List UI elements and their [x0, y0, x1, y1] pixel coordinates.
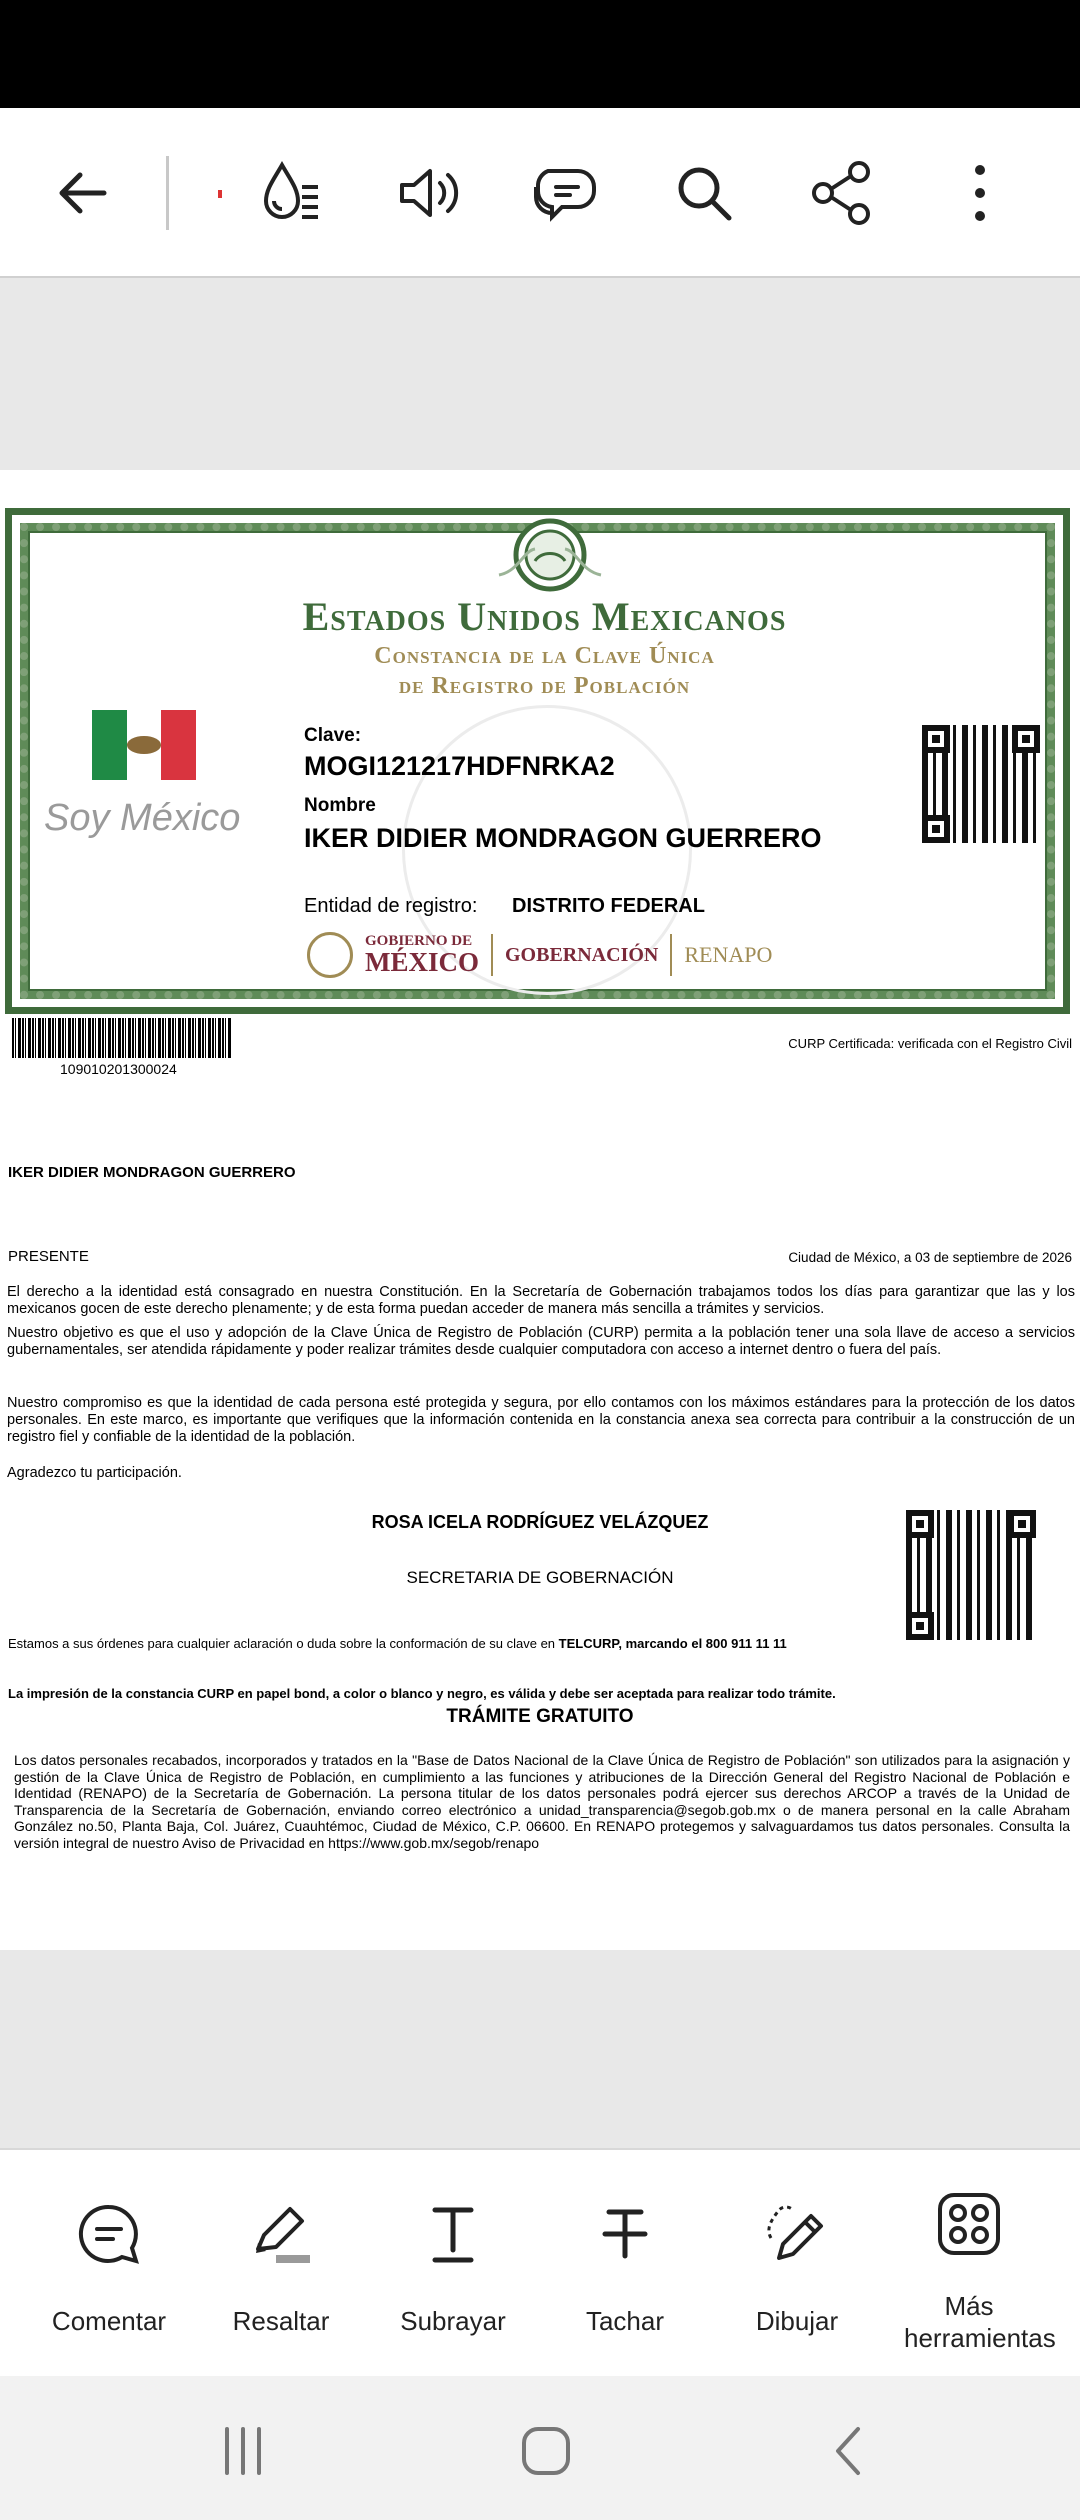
back-nav-icon[interactable] [810, 2416, 890, 2486]
certificate-subtitle-2: de Registro de Población [398, 673, 691, 699]
draw-icon [761, 2198, 833, 2270]
comment-icon [73, 2198, 145, 2270]
qr-finder [1008, 1510, 1036, 1538]
letter-paragraph-3: Nuestro compromiso es que la identidad de cada persona esté protegida y segura, por ello contamos con los máximos estándares para la protección de los datos personales. En este marco, es importante que verifiques que la información contenida en la constancia anexa sea correcta para contribuir a la construcción de un registro fiel y confiable de la identidad de la población. [7, 1395, 1075, 1445]
status-bar [0, 0, 1080, 108]
entidad-label: Entidad de registro: [304, 895, 478, 917]
letter-date: Ciudad de México, a 03 de septiembre de 2026 [788, 1250, 1072, 1265]
letter-paragraph-2: Nuestro objetivo es que el uso y adopción de la Clave Única de Registro de Población (CURP) permita a la población tener una sola llave de acceso a servicios gubernamentales, ser atendida rápidamente y poder realizar trámites desde cualquier computadora con acceso a internet dentro o fuera del país. [7, 1325, 1075, 1358]
gobierno-mexico-logo [365, 934, 479, 976]
comments-icon[interactable] [524, 153, 604, 233]
national-seal-icon [495, 515, 605, 595]
logo-divider [491, 934, 493, 976]
curp-certificate [5, 508, 1070, 1014]
more-options-icon[interactable] [940, 153, 1020, 233]
tool-label: Más herramientas [904, 2291, 1056, 2353]
back-icon[interactable] [42, 153, 122, 233]
certificate-qr-code [922, 725, 1040, 843]
logo-gob-line1: GOBIERNO DE [365, 933, 473, 949]
recent-apps-icon[interactable] [203, 2416, 283, 2486]
qr-finder [922, 725, 950, 753]
gobernacion-logo: GOBERNACIÓN [505, 944, 659, 966]
nombre-label: Nombre [304, 795, 376, 816]
certificate-title: Estados Unidos Mexicanos [302, 594, 787, 639]
renapo-logo: RENAPO [684, 942, 773, 967]
presente-text: PRESENTE [8, 1248, 89, 1265]
clave-label: Clave: [304, 725, 362, 746]
recipient-name: IKER DIDIER MONDRAGON GUERRERO [8, 1164, 296, 1181]
tool-label: Tachar [585, 2306, 665, 2336]
page-gap-bottom [0, 1950, 1080, 2148]
read-mode-icon[interactable] [252, 153, 332, 233]
toolbar-divider [166, 156, 169, 230]
letter-qr-code [906, 1510, 1036, 1640]
tool-resaltar[interactable] [195, 2150, 367, 2378]
document-page[interactable] [0, 470, 1080, 1950]
soy-mexico-logo: Soy México [44, 797, 241, 839]
home-icon[interactable] [506, 2416, 586, 2486]
highlight-icon [245, 2198, 317, 2270]
signer-name: ROSA ICELA RODRÍGUEZ VELÁZQUEZ [371, 1512, 709, 1532]
strikethrough-icon [589, 2198, 661, 2270]
contact-phone: TELCURP, marcando el 800 911 11 11 [558, 1636, 787, 1651]
top-toolbar [0, 108, 1080, 278]
share-icon[interactable] [802, 153, 882, 233]
print-note: La impresión de la constancia CURP en papel bond, a color o blanco y negro, es válida y debe ser aceptada para realizar todo trámite. [8, 1686, 836, 1701]
tramite-gratuito: TRÁMITE GRATUITO [446, 1706, 634, 1727]
tool-mas-herramientas[interactable] [883, 2150, 1055, 2378]
gob-seal-icon [307, 932, 353, 978]
qr-finder [1012, 725, 1040, 753]
thanks-text: Agradezco tu participación. [7, 1465, 182, 1481]
tool-comentar[interactable] [23, 2150, 195, 2378]
barcode-number: 109010201300024 [60, 1061, 177, 1077]
contact-line [8, 1636, 787, 1651]
logo-gob-line2: MÉXICO [365, 947, 479, 977]
clave-value: MOGI121217HDFNRKA2 [304, 751, 615, 781]
entidad-value: DISTRITO FEDERAL [512, 895, 705, 917]
tool-label: Subrayar [400, 2306, 506, 2336]
logo-divider [670, 934, 672, 976]
certificate-subtitle-1: Constancia de la Clave Única [374, 643, 715, 669]
qr-finder [906, 1612, 934, 1640]
tool-label: Resaltar [232, 2306, 330, 2336]
tool-tachar[interactable] [539, 2150, 711, 2378]
tool-subrayar[interactable] [367, 2150, 539, 2378]
certified-note: CURP Certificada: verificada con el Registro Civil [788, 1036, 1072, 1051]
barcode [12, 1018, 232, 1058]
privacy-notice: Los datos personales recabados, incorporados y tratados en la "Base de Datos Nacional de la Clave Única de Registro de Población" son utilizados para la asignación y gestión de la Clave Única de Registro de Población, en cumplimiento a las funciones y atribuciones de la Dirección General del Registro Nacional de Población e Identidad (RENAPO) de la Secretaría de Gobernación. La persona titular de los datos personales podrá ejercer sus derechos ARCOP a través de la Unidad de Transparencia de la Secretaría de Gobernación, enviando correo electrónico a unidad_transparencia@segob.gob.mx o de manera personal en la calle Abraham González no.50, Planta Baja, Col. Juárez, Cuauhtémoc, Ciudad de México, C.P. 06600. En RENAPO protegemos y salvaguardamos tus datos personales. Consulta la versión integral de nuestro Aviso de Privacidad en https://www.gob.mx/segob/renapo [14, 1752, 1070, 1851]
tool-label: Comentar [51, 2306, 167, 2336]
search-icon[interactable] [664, 153, 744, 233]
government-logos [307, 930, 772, 980]
tool-label: Dibujar [755, 2306, 839, 2336]
more-tools-icon [933, 2188, 1005, 2260]
mexico-flag-icon [92, 710, 196, 780]
progress-mark [218, 190, 222, 198]
underline-icon [417, 2198, 489, 2270]
qr-finder [906, 1510, 934, 1538]
read-aloud-icon[interactable] [388, 153, 468, 233]
qr-finder [922, 815, 950, 843]
bottom-tools-bar [0, 2148, 1080, 2376]
system-nav-bar [0, 2376, 1080, 2520]
tool-dibujar[interactable] [711, 2150, 883, 2378]
nombre-value: IKER DIDIER MONDRAGON GUERRERO [304, 823, 822, 853]
letter-paragraph-1: El derecho a la identidad está consagrado en nuestra Constitución. En la Secretaría de Gobernación trabajamos todos los días para garantizar que las y los mexicanos gocen de este derecho plenamente; y de esta forma puedan acceder de manera más sencilla a trámites y servicios. [7, 1284, 1075, 1317]
signer-title: SECRETARIA DE GOBERNACIÓN [406, 1568, 674, 1587]
contact-prefix: Estamos a sus órdenes para cualquier aclaración o duda sobre la conformación de su clave en [8, 1636, 559, 1651]
page-gap-top [0, 280, 1080, 470]
